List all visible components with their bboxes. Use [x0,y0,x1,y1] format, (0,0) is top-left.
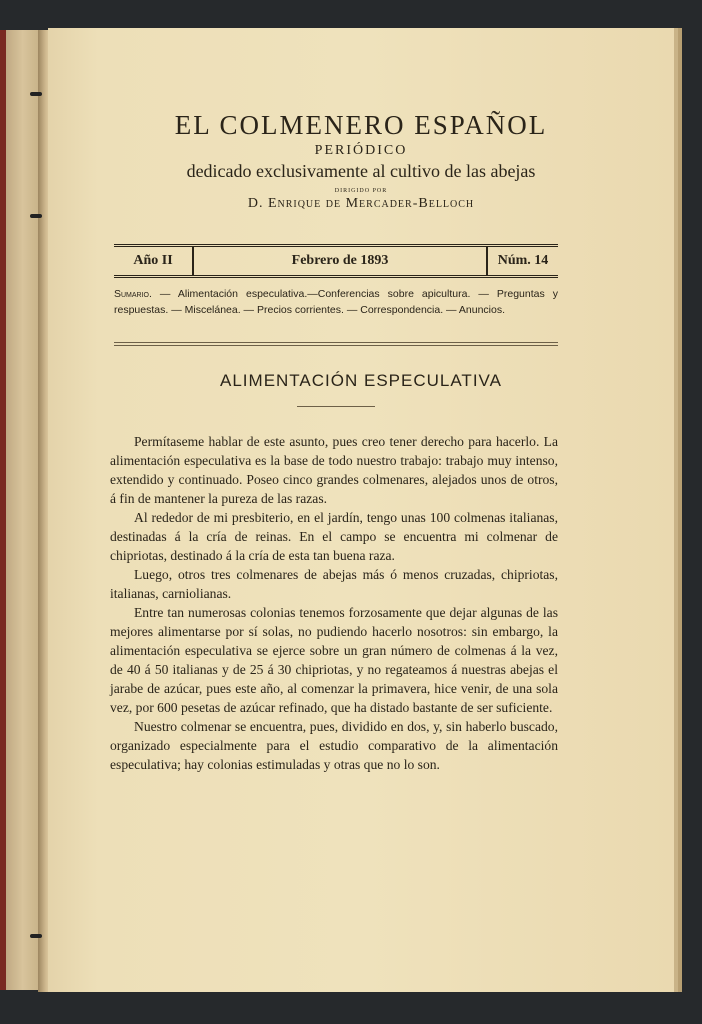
journal-title: EL COLMENERO ESPAÑOL [174,110,548,140]
issue-summary [114,286,558,318]
binding-stitch [30,934,42,938]
journal-type: PERIÓDICO [314,143,408,158]
divider [114,345,558,346]
journal-page [48,28,674,992]
paragraph: Nuestro colmenar se encuentra, pues, dividido en dos, y, sin haberlo buscado, organizado especialmente para el estudio comparativo de la alimentación especulativa; hay colonias estimuladas y otras que no lo son. [110,719,558,772]
issue-year: Año II [114,247,194,275]
divider [114,342,558,343]
paragraph: Al rededor de mi presbiterio, en el jardín, tengo unas 100 colmenas italianas, destinadas á la cría de reinas. En el campo se encuentra mi colmenar de chipriotas, destinado á la cría de esta tan buena raza. [110,510,558,563]
book-cover-edge [0,30,6,990]
directed-by-label: DIRIGIDO POR [334,188,388,194]
paragraph: Permítaseme hablar de este asunto, pues creo tener derecho para hacerlo. La alimentación especulativa es la base de todo nuestro trabajo: trabajo muy intenso, extendido y continuado. Poseo cinco grandes colmenares, alejados unos de otros, á fin de mantener la pureza de las razas. [110,434,558,506]
summary-text: — Alimentación especulativa.—Conferencias sobre apicultura. — Preguntas y respuestas. — Miscelánea. — Precios corrientes. — Correspondencia. — Anuncios. [114,288,558,316]
binding-stitch [30,214,42,218]
paragraph: Luego, otros tres colmenares de abejas más ó menos cruzadas, chipriotas, italianas, carniolianas. [110,567,558,601]
binding-stitch [30,92,42,96]
heading-rule [297,406,375,407]
masthead [48,110,674,212]
issue-info-bar [114,244,558,278]
paragraph: Entre tan numerosas colonias tenemos forzosamente que dejar algunas de las mejores alimentarse por sí solas, no pudiendo hacerlo nosotros: sin embargo, la alimentación especulativa se ejerce sobre un gran número de colmenas á la vez, de 40 á 50 italianas y de 25 á 30 chipriotas, y no regateamos á nuestras abejas el jarabe de azúcar, pues este año, al comenzar la primavera, hice venir, de una sola vez, por 600 pesetas de azúcar refinado, que ha distado bastante de ser suficiente. [110,605,558,715]
article-heading: ALIMENTACIÓN ESPECULATIVA [220,371,502,390]
article-body [110,432,558,774]
summary-label: Sumario. [114,288,152,300]
issue-number: Núm. 14 [497,253,549,268]
journal-subtitle: dedicado exclusivamente al cultivo de las abejas [186,161,536,181]
issue-date: Febrero de 1893 [194,247,488,275]
director-name: D. Enrique de Mercader-Belloch [247,196,475,211]
